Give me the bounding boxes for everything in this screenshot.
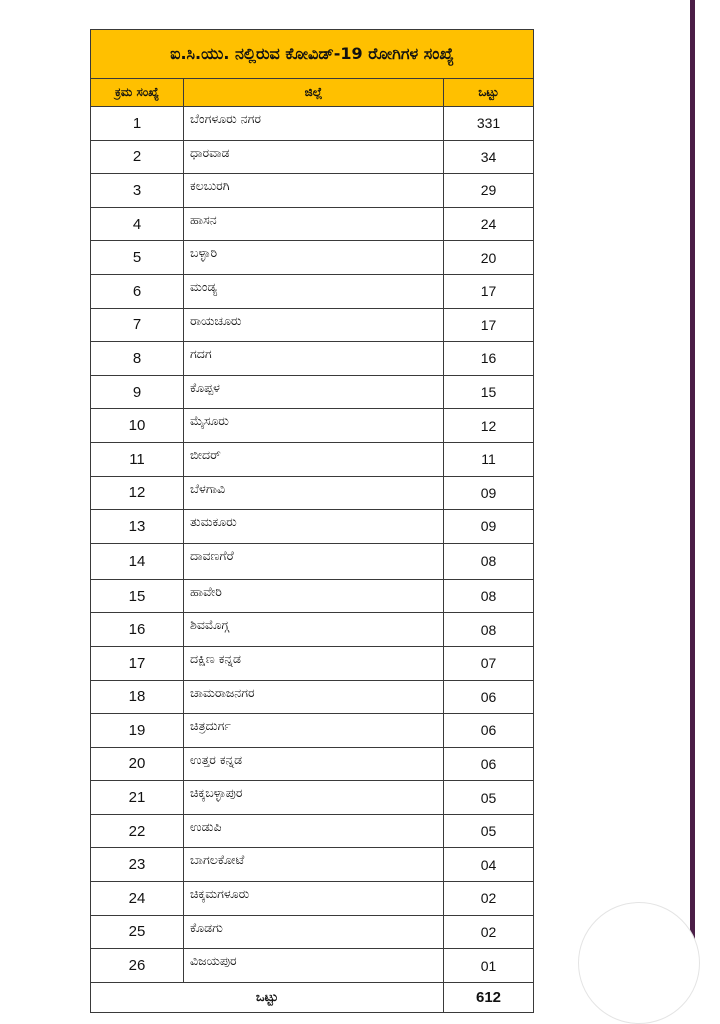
district-cell: ವಿಜಯಪುರ <box>184 949 444 983</box>
table-row <box>91 342 534 376</box>
serial-cell: 14 <box>91 543 184 579</box>
district-cell: ಕೊಡಗು <box>184 915 444 949</box>
district-cell: ಕಲಬುರಗಿ <box>184 174 444 208</box>
district-cell: ಚಿತ್ರದುರ್ಗ <box>184 714 444 748</box>
district-cell: ಬೆಂಗಳೂರು ನಗರ <box>184 107 444 141</box>
serial-cell: 11 <box>91 442 184 476</box>
table-row <box>91 442 534 476</box>
table-row <box>91 107 534 141</box>
district-cell: ಹಾಸನ <box>184 207 444 241</box>
count-cell: 15 <box>444 375 534 409</box>
table-row <box>91 814 534 848</box>
count-cell: 01 <box>444 949 534 983</box>
district-cell: ಚಾಮರಾಜನಗರ <box>184 680 444 714</box>
table-row <box>91 274 534 308</box>
count-cell: 17 <box>444 274 534 308</box>
page-edge-bar <box>690 0 695 940</box>
serial-cell: 24 <box>91 882 184 916</box>
serial-cell: 21 <box>91 781 184 815</box>
header-count: ಒಟ್ಟು <box>444 79 534 107</box>
count-cell: 16 <box>444 342 534 376</box>
district-cell: ಧಾರವಾಡ <box>184 140 444 174</box>
district-cell: ಚಿಕ್ಕಬಳ್ಳಾಪುರ <box>184 781 444 815</box>
header-row <box>91 79 534 107</box>
district-cell: ಮಂಡ್ಯ <box>184 274 444 308</box>
serial-cell: 16 <box>91 613 184 647</box>
district-cell: ಉಡುಪಿ <box>184 814 444 848</box>
table-row <box>91 579 534 613</box>
district-cell: ದಕ್ಷಿಣ ಕನ್ನಡ <box>184 646 444 680</box>
count-cell: 06 <box>444 714 534 748</box>
count-cell: 08 <box>444 613 534 647</box>
serial-cell: 3 <box>91 174 184 208</box>
count-cell: 11 <box>444 442 534 476</box>
table-row <box>91 140 534 174</box>
district-cell: ಬೆಳಗಾವಿ <box>184 476 444 510</box>
serial-cell: 22 <box>91 814 184 848</box>
title-row <box>91 30 534 79</box>
table-row <box>91 848 534 882</box>
count-cell: 02 <box>444 882 534 916</box>
serial-cell: 26 <box>91 949 184 983</box>
serial-cell: 18 <box>91 680 184 714</box>
corner-circle-decoration <box>578 902 700 1024</box>
district-cell: ಗದಗ <box>184 342 444 376</box>
count-cell: 07 <box>444 646 534 680</box>
total-label: ಒಟ್ಟು <box>91 982 444 1012</box>
serial-cell: 12 <box>91 476 184 510</box>
district-cell: ಬಾಗಲಕೋಟೆ <box>184 848 444 882</box>
icu-covid-table <box>90 29 534 1013</box>
count-cell: 34 <box>444 140 534 174</box>
table-row <box>91 781 534 815</box>
table-row <box>91 375 534 409</box>
total-row <box>91 982 534 1012</box>
table-row <box>91 915 534 949</box>
district-cell: ತುಮಕೂರು <box>184 510 444 544</box>
serial-cell: 6 <box>91 274 184 308</box>
serial-cell: 2 <box>91 140 184 174</box>
district-cell: ಮೈಸೂರು <box>184 409 444 443</box>
district-cell: ರಾಯಚೂರು <box>184 308 444 342</box>
district-cell: ಹಾವೇರಿ <box>184 579 444 613</box>
serial-cell: 7 <box>91 308 184 342</box>
table-row <box>91 882 534 916</box>
count-cell: 02 <box>444 915 534 949</box>
serial-cell: 8 <box>91 342 184 376</box>
serial-cell: 9 <box>91 375 184 409</box>
table-row <box>91 174 534 208</box>
serial-cell: 19 <box>91 714 184 748</box>
table-row <box>91 680 534 714</box>
count-cell: 05 <box>444 781 534 815</box>
count-cell: 09 <box>444 510 534 544</box>
count-cell: 331 <box>444 107 534 141</box>
district-cell: ಉತ್ತರ ಕನ್ನಡ <box>184 747 444 781</box>
header-district: ಜಿಲ್ಲೆ <box>184 79 444 107</box>
count-cell: 17 <box>444 308 534 342</box>
table-row <box>91 510 534 544</box>
count-cell: 08 <box>444 543 534 579</box>
serial-cell: 4 <box>91 207 184 241</box>
count-cell: 08 <box>444 579 534 613</box>
district-cell: ಬೀದರ್ <box>184 442 444 476</box>
count-cell: 06 <box>444 680 534 714</box>
table-row <box>91 207 534 241</box>
count-cell: 20 <box>444 241 534 275</box>
count-cell: 04 <box>444 848 534 882</box>
serial-cell: 15 <box>91 579 184 613</box>
serial-cell: 25 <box>91 915 184 949</box>
district-cell: ಚಿಕ್ಕಮಗಳೂರು <box>184 882 444 916</box>
count-cell: 06 <box>444 747 534 781</box>
table-title: ಐ.ಸಿ.ಯು. ನಲ್ಲಿರುವ ಕೋವಿಡ್-19 ರೋಗಿಗಳ ಸಂಖ್ಯೆ <box>91 30 534 79</box>
district-cell: ಕೊಪ್ಪಳ <box>184 375 444 409</box>
table-row <box>91 613 534 647</box>
header-serial: ಕ್ರಮ ಸಂಖ್ಯೆ <box>91 79 184 107</box>
serial-cell: 10 <box>91 409 184 443</box>
district-cell: ದಾವಣಗೆರೆ <box>184 543 444 579</box>
table-row <box>91 714 534 748</box>
table-row <box>91 476 534 510</box>
district-cell: ಬಳ್ಳಾರಿ <box>184 241 444 275</box>
table-row <box>91 543 534 579</box>
total-value: 612 <box>444 982 534 1012</box>
count-cell: 12 <box>444 409 534 443</box>
table-row <box>91 409 534 443</box>
count-cell: 05 <box>444 814 534 848</box>
serial-cell: 13 <box>91 510 184 544</box>
serial-cell: 1 <box>91 107 184 141</box>
table-row <box>91 747 534 781</box>
serial-cell: 20 <box>91 747 184 781</box>
district-cell: ಶಿವಮೊಗ್ಗ <box>184 613 444 647</box>
serial-cell: 23 <box>91 848 184 882</box>
table-row <box>91 646 534 680</box>
count-cell: 29 <box>444 174 534 208</box>
table-row <box>91 949 534 983</box>
count-cell: 24 <box>444 207 534 241</box>
table-row <box>91 308 534 342</box>
table-row <box>91 241 534 275</box>
serial-cell: 17 <box>91 646 184 680</box>
serial-cell: 5 <box>91 241 184 275</box>
count-cell: 09 <box>444 476 534 510</box>
